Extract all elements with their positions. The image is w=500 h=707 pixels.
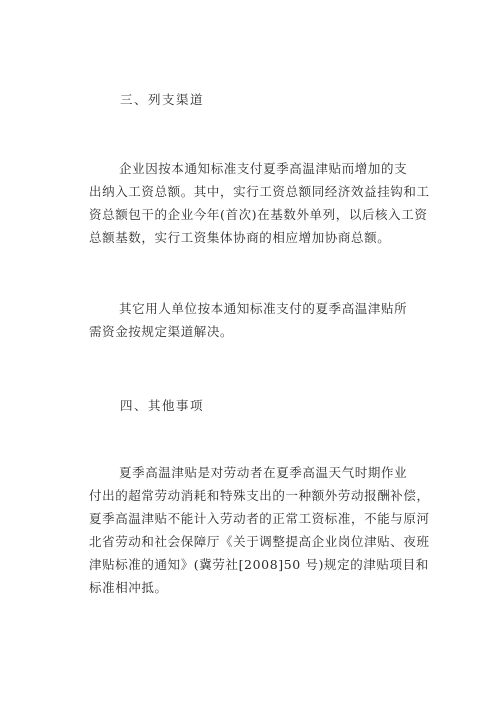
paragraph-line: 企业因按本通知标准支付夏季高温津贴而增加的支 [119, 161, 408, 176]
paragraph-line: 标准相冲抵。 [89, 580, 168, 595]
paragraph-line: 夏季高温津贴是对劳动者在夏季高温天气时期作业 [119, 465, 408, 480]
paragraph [89, 297, 433, 343]
paragraph-line: 夏季高温津贴不能计入劳动者的正常工资标准，不能与原河 [89, 511, 430, 526]
paragraph-line: 总额基数，实行工资集体协商的相应增加协商总额。 [89, 230, 391, 245]
section-heading: 三、列支渠道 [120, 92, 205, 107]
paragraph-line: 其它用人单位按本通知标准支付的夏季高温津贴所 [119, 301, 408, 316]
paragraph-line: 需资金按规定渠道解决。 [89, 324, 234, 339]
paragraph [89, 157, 433, 249]
paragraph-line: 北省劳动和社会保障厅《关于调整提高企业岗位津贴、夜班 [89, 534, 430, 549]
paragraph-line: 付出的超常劳动消耗和特殊支出的一种额外劳动报酬补偿， [89, 488, 430, 503]
paragraph-line: 资总额包干的企业今年(首次)在基数外单列，以后核入工资 [89, 207, 428, 222]
paragraph-line: 出纳入工资总额。其中，实行工资总额同经济效益挂钩和工 [89, 184, 430, 199]
paragraph-line: 津贴标准的通知》(冀劳社[2008]50 号)规定的津贴项目和 [89, 557, 429, 572]
paragraph [89, 461, 433, 599]
section-heading: 四、其他事项 [120, 398, 205, 413]
